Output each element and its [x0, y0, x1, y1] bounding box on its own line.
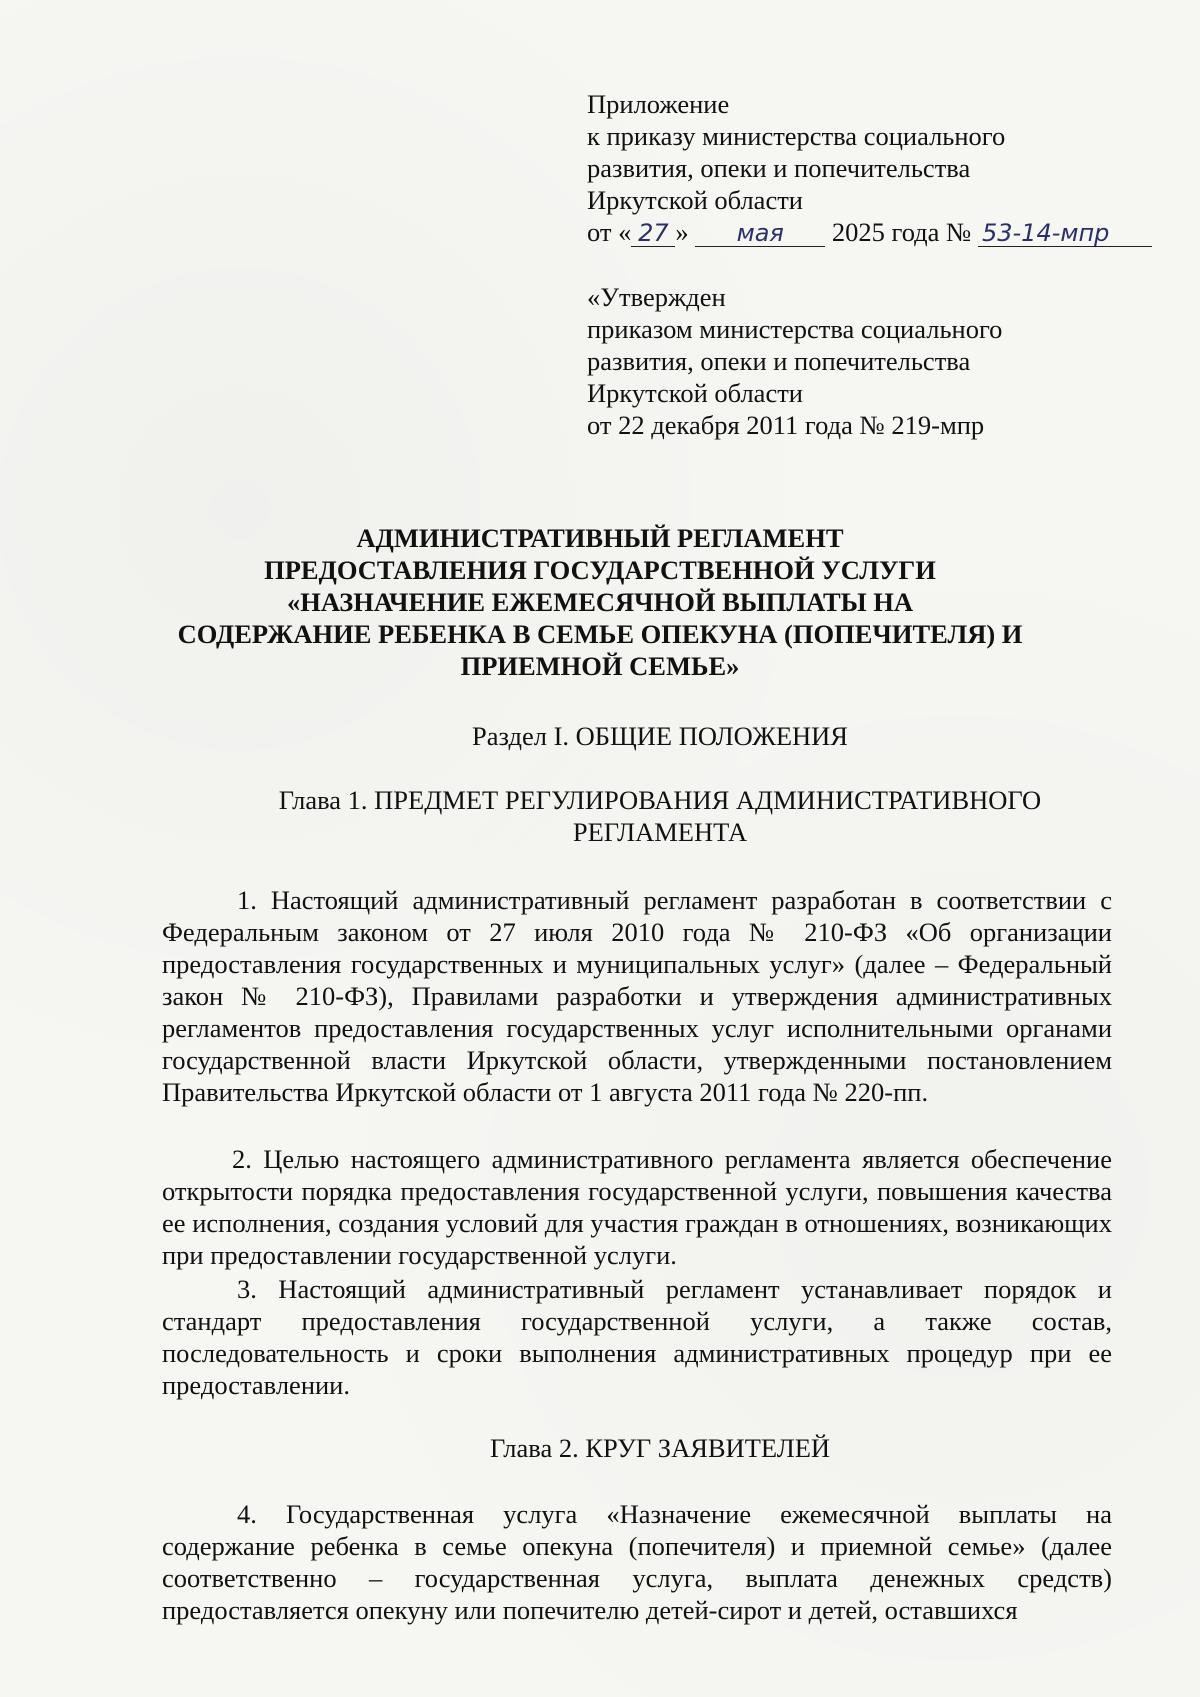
approved-line: приказом министерства социального — [587, 314, 1003, 344]
approved-line: «Утвержден — [587, 282, 726, 312]
handwritten-order-number: 53-14-мпр — [978, 220, 1152, 247]
approved-block — [587, 281, 1147, 441]
approved-line: Иркутской области — [587, 378, 803, 408]
handwritten-month: мая — [695, 220, 825, 247]
appendix-date-line — [587, 216, 1147, 248]
appendix-line: Иркутской области — [587, 185, 803, 215]
title-line: «НАЗНАЧЕНИЕ ЕЖЕМЕСЯЧНОЙ ВЫПЛАТЫ НА — [286, 587, 914, 617]
appendix-line: Приложение — [587, 89, 730, 119]
paragraph-3: 3. Настоящий административный регламент устанавливает порядок и стандарт предоставления государственной услуги, а также состав, последовательность и сроки выполнения административных процедур при ее предоставлении. — [162, 1274, 1112, 1400]
title-line: ПРЕДОСТАВЛЕНИЯ ГОСУДАРСТВЕННОЙ УСЛУГИ — [264, 555, 936, 585]
date-prefix: от « — [587, 217, 632, 247]
chapter-heading: Глава 2. КРУГ ЗАЯВИТЕЛЕЙ — [489, 1433, 831, 1463]
appendix-block — [587, 88, 1147, 248]
title-line: СОДЕРЖАНИЕ РЕБЕНКА В СЕМЬЕ ОПЕКУНА (ПОПЕЧИТЕЛЯ) И — [177, 619, 1023, 649]
chapter-heading-line: РЕГЛАМЕНТА — [572, 817, 748, 847]
appendix-line: к приказу министерства социального — [587, 121, 1006, 151]
title-line: ПРИЕМНОЙ СЕМЬЕ» — [460, 651, 740, 681]
date-year-text: 2025 года № — [831, 217, 972, 247]
chapter-heading-line: Глава 1. ПРЕДМЕТ РЕГУЛИРОВАНИЯ АДМИНИСТРАТИВНОГО — [278, 785, 1042, 815]
paragraph-1: 1. Настоящий административный регламент разработан в соответствии с Федеральным законом от 27 июля 2010 года № 210-ФЗ «Об организации предоставления государственных и муниципальных услуг» (далее – Федеральный закон № 210-ФЗ), Правилами разработки и утверждения административных регламентов предоставления государственных услуг исполнительными органами государственной власти Иркутской области, утвержденными постановлением Правительства Иркутской области от 1 августа 2011 года № 220-пп. — [162, 885, 1112, 1107]
section-heading: Раздел I. ОБЩИЕ ПОЛОЖЕНИЯ — [472, 721, 848, 751]
date-mid: » — [675, 217, 689, 247]
approved-line: развития, опеки и попечительства — [587, 346, 971, 376]
appendix-line: развития, опеки и попечительства — [587, 153, 971, 183]
handwritten-day: 27 — [631, 220, 675, 247]
approved-line: от 22 декабря 2011 года № 219-мпр — [587, 410, 985, 440]
chapter-heading — [160, 784, 1160, 848]
paragraph-2: 2. Целью настоящего административного регламента является обеспечение открытости порядка предоставления государственной услуги, повышения качества ее исполнения, создания условий для участия граждан в отношениях, возникающих при предоставлении государственной услуги. — [162, 1144, 1112, 1270]
title-line: АДМИНИСТРАТИВНЫЙ РЕГЛАМЕНТ — [356, 523, 844, 553]
document-title — [150, 522, 1050, 682]
paragraph-4: 4. Государственная услуга «Назначение ежемесячной выплаты на содержание ребенка в семье опекуна (попечителя) и приемной семье» (далее соответственно – государственная услуга, выплата денежных средств) предоставляется опекуну или попечителю детей-сирот и детей, оставшихся — [162, 1499, 1112, 1625]
